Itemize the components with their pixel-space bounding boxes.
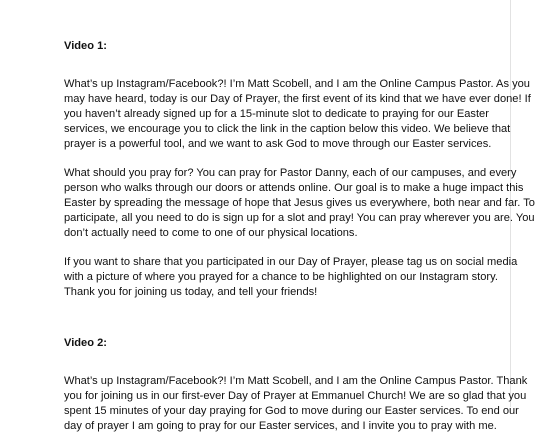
text-line: services, we encourage you to click the link in the caption below this video. We believe that bbox=[64, 123, 511, 135]
text-line: prayer is a powerful tool, and we want to ask God to move through our Easter services. bbox=[64, 138, 492, 150]
paragraph bbox=[64, 374, 528, 434]
text-line: What should you pray for? You can pray for Pastor Danny, each of our campuses, and every bbox=[64, 167, 517, 179]
section-heading: Video 1: bbox=[64, 40, 107, 52]
text-line: If you want to share that you participated in our Day of Prayer, please tag us on social media bbox=[64, 256, 518, 268]
paragraph bbox=[64, 255, 519, 300]
text-line: What’s up Instagram/Facebook?! I’m Matt Scobell, and I am the Online Campus Pastor. Thank bbox=[64, 375, 528, 387]
text-line: spent 15 minutes of your day praying for God to move during our Easter services. To end our bbox=[64, 405, 519, 417]
text-line: participate, all you need to do is sign up for a slot and pray! You can pray wherever you are. You bbox=[64, 212, 535, 224]
section-heading: Video 2: bbox=[64, 337, 107, 349]
text-line: person who walks through our doors or attends online. Our goal is to make a huge impact this bbox=[64, 182, 524, 194]
text-line: you for joining us in our first-ever Day of Prayer at Emmanuel Church! We are so glad that you bbox=[64, 390, 527, 402]
text-line: don’t actually need to come to one of our physical locations. bbox=[64, 227, 358, 239]
text-line: Easter by spreading the message of hope that Jesus gives us everywhere, both near and far. To bbox=[64, 197, 535, 209]
text-line: What’s up Instagram/Facebook?! I’m Matt Scobell, and I am the Online Campus Pastor. As you bbox=[64, 78, 530, 90]
text-line: Thank you for joining us today, and tell your friends! bbox=[64, 286, 318, 298]
paragraph bbox=[64, 77, 531, 152]
section-video-2 bbox=[64, 336, 528, 434]
text-line: you haven’t already signed up for a 15-minute slot to dedicate to praying for our Easter bbox=[64, 108, 489, 120]
paragraph bbox=[64, 166, 535, 241]
text-line: day of prayer I am going to pray for our Easter services, and I invite you to pray with me. bbox=[64, 420, 497, 432]
text-line: with a picture of where you prayed for a chance to be highlighted on our Instagram story. bbox=[64, 271, 498, 283]
section-video-1 bbox=[64, 39, 535, 300]
text-line: may have heard, today is our Day of Prayer, the first event of its kind that we have ever done! If bbox=[64, 93, 531, 105]
document-body[interactable] bbox=[64, 39, 535, 434]
